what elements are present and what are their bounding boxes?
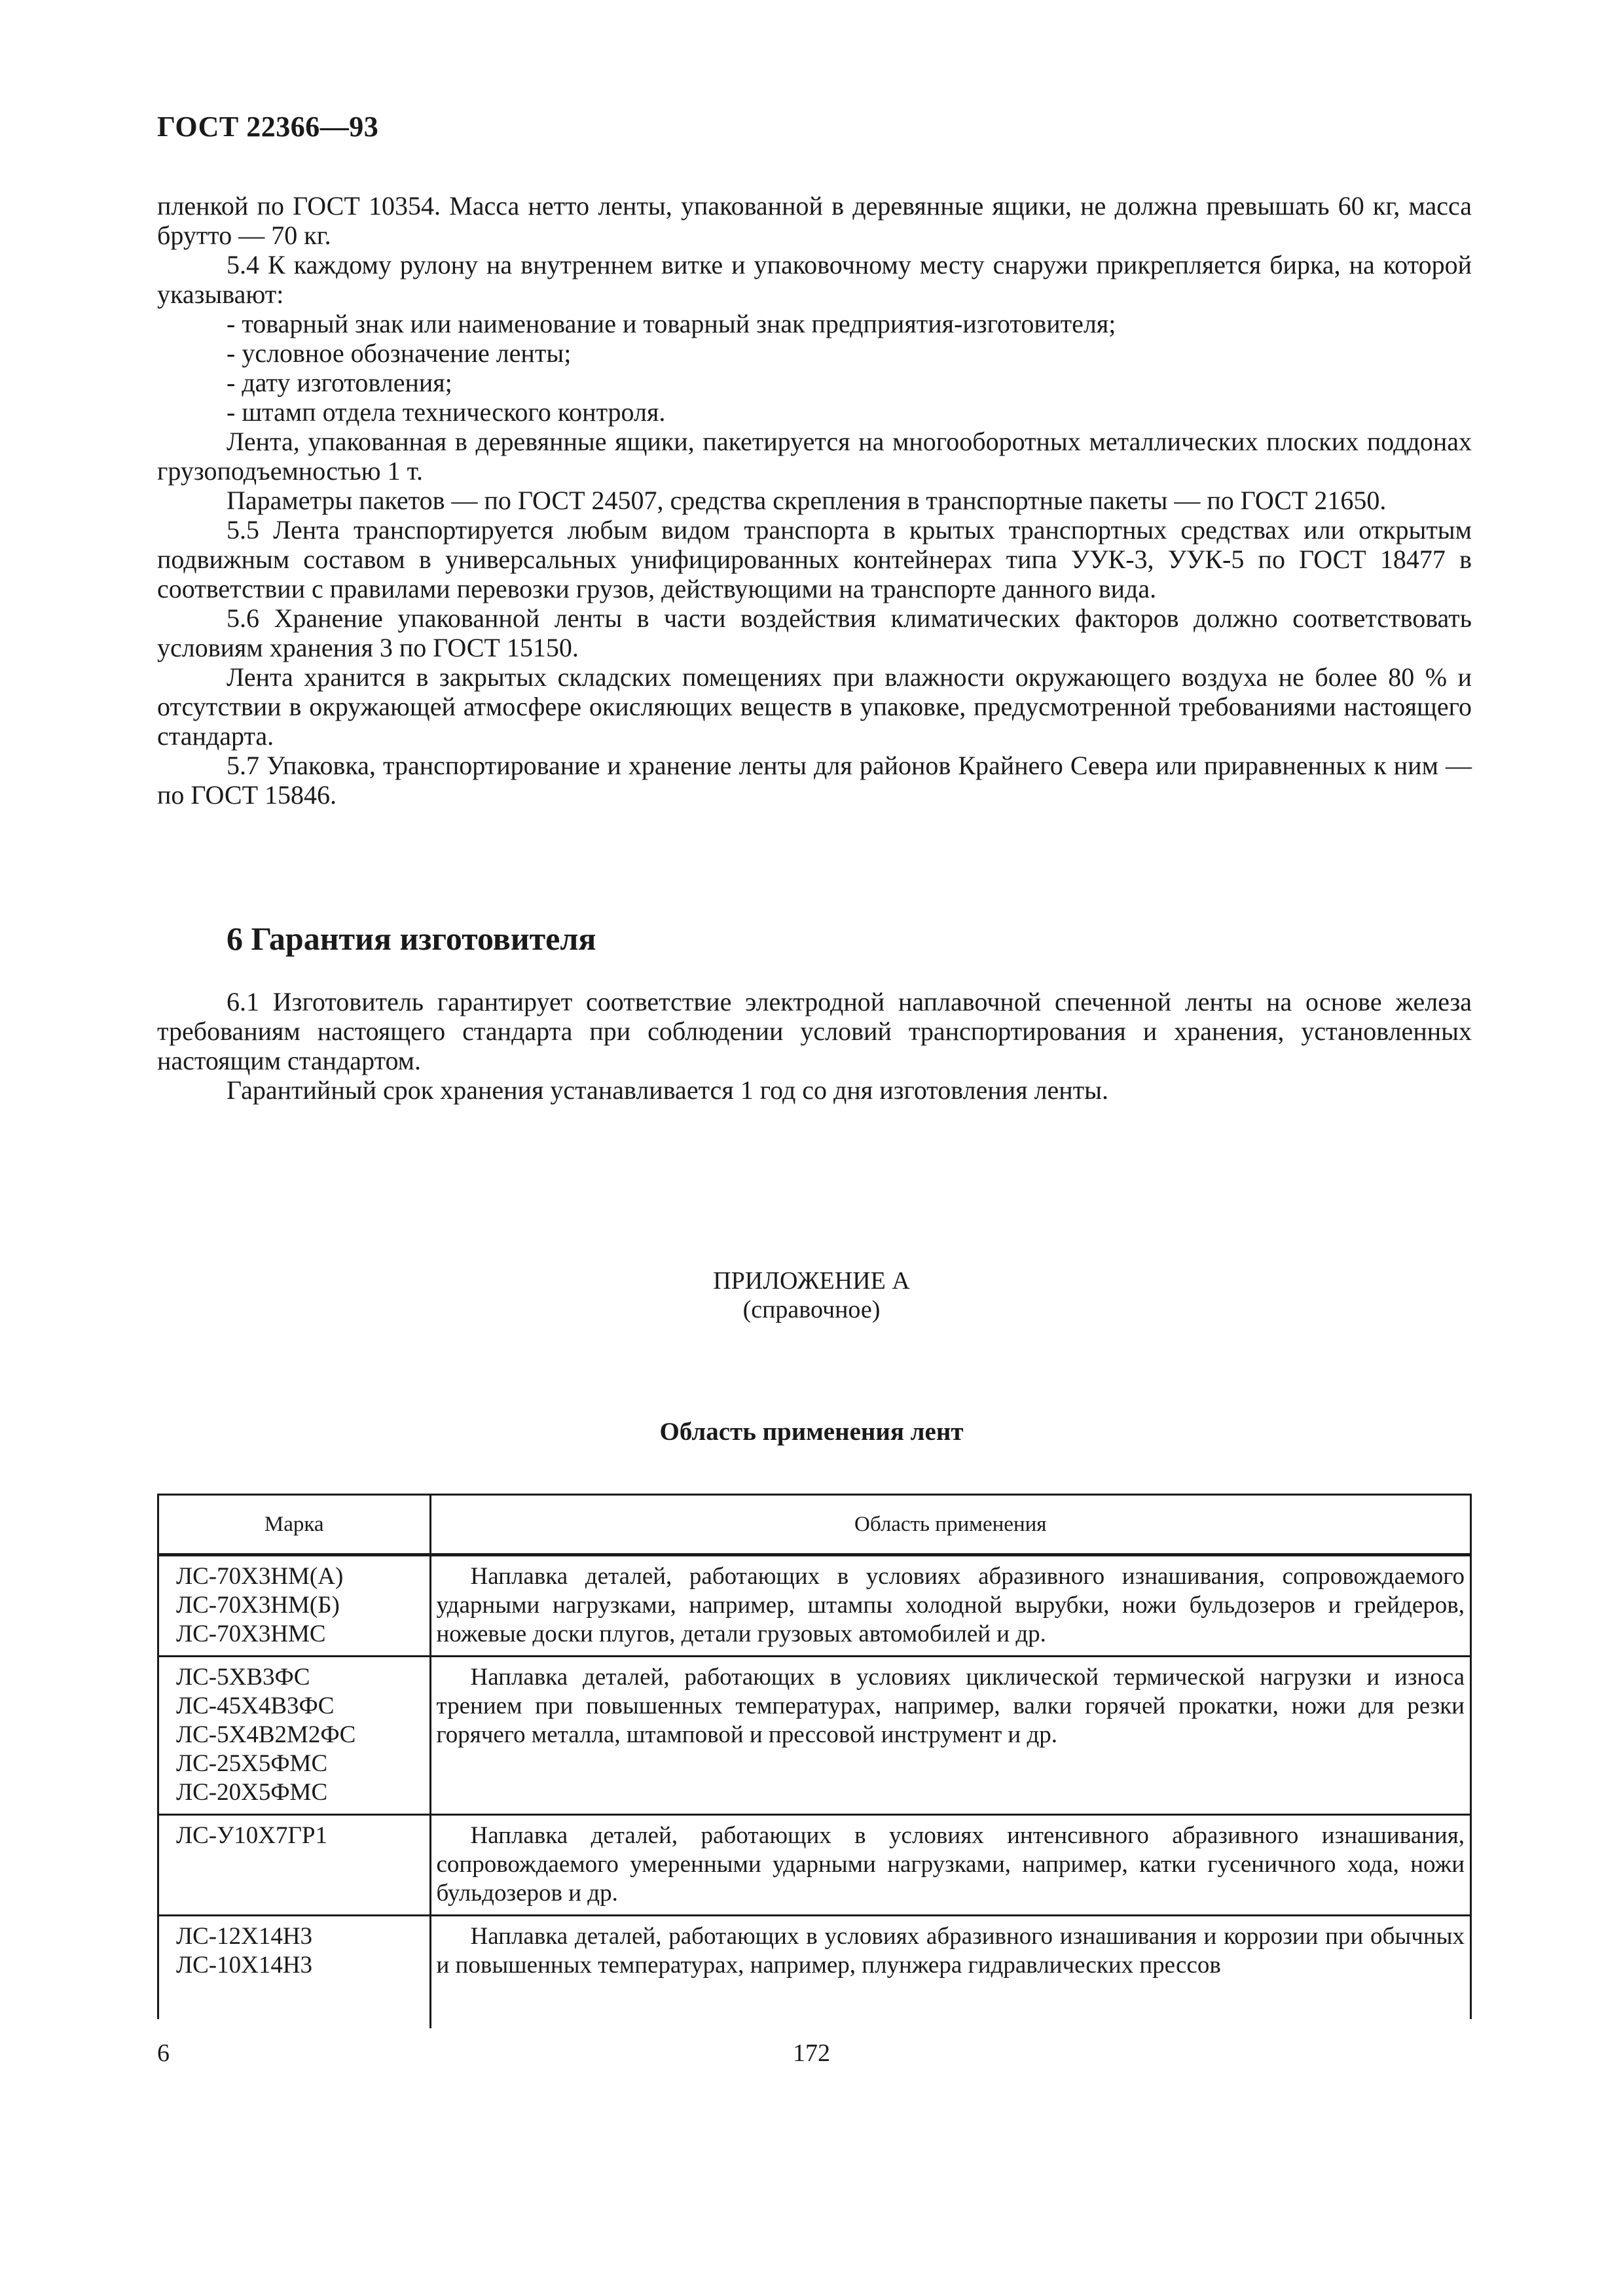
- document-code: ГОСТ 22366—93: [157, 111, 379, 143]
- column-header-mark: Марка: [159, 1496, 430, 1555]
- mark-code: ЛС-70Х3НМС: [176, 1621, 326, 1647]
- paragraph-5-5: 5.5 Лента транспортируется любым видом транспорта в крытых транспортных средствах или открытым подвижным составом в универсальных унифицированных контейнерах типа УУК-3, УУК-5 по ГОСТ 18477 в соответствии с правилами перевозки грузов, действующими на транспорте данного вида.: [157, 515, 1472, 603]
- mark-code: ЛС-У10Х7ГР1: [176, 1822, 327, 1849]
- section-5-continuation: [157, 191, 1472, 810]
- mark-code: ЛС-12Х14Н3: [176, 1923, 313, 1950]
- table-row: [159, 1657, 1470, 1815]
- mark-code: ЛС-70Х3НМ(А): [176, 1563, 344, 1590]
- paragraph-6-1: 6.1 Изготовитель гарантирует соответствие электродной наплавочной спеченной ленты на основе железа требованиям настоящего стандарта при соблюдении условий транспортирования и хранения, установленных настоящим стандартом.: [157, 987, 1472, 1075]
- list-item: - товарный знак или наименование и товарный знак предприятия-изготовителя;: [227, 309, 1116, 338]
- mark-cell: [159, 1555, 430, 1657]
- mark-code: ЛС-45Х4В3ФС: [176, 1693, 335, 1719]
- appendix-subtitle: (справочное): [742, 1296, 881, 1323]
- table-row: [159, 1815, 1470, 1916]
- section-6-title: 6 Гарантия изготовителя: [227, 920, 596, 957]
- paragraph-5-4: 5.4 К каждому рулону на внутреннем витке и упаковочному месту снаружи прикрепляется бирка, на которой указывают:: [157, 250, 1472, 309]
- mark-code: ЛС-70Х3НМ(Б): [176, 1592, 340, 1619]
- mark-code: ЛС-10Х14Н3: [176, 1952, 313, 1979]
- appendix-title: ПРИЛОЖЕНИЕ А: [713, 1267, 910, 1295]
- usage-cell: Наплавка деталей, работающих в условиях абразивного изнашивания и коррозии при обычных и повышенных температурах, например, плунжера гидравлических прессов: [436, 1923, 1465, 1979]
- page-number-local: 6: [157, 2039, 170, 2067]
- section-6-body: [157, 987, 1472, 1105]
- table-row: [159, 1555, 1470, 1657]
- application-table-grid: [159, 1496, 1470, 2028]
- list-item: - условное обозначение ленты;: [227, 338, 572, 368]
- paragraph-warranty-term: Гарантийный срок хранения устанавливается 1 год со дня изготовления ленты.: [227, 1075, 1109, 1105]
- mark-cell: [159, 1657, 430, 1815]
- mark-code: ЛС-25Х5ФМС: [176, 1750, 328, 1777]
- mark-code: ЛС-5ХВ3ФС: [176, 1664, 310, 1691]
- mark-cell: [159, 1916, 430, 2029]
- paragraph-packaging-mass: пленкой по ГОСТ 10354. Масса нетто ленты, упакованной в деревянные ящики, не должна превышать 60 кг, масса брутто — 70 кг.: [157, 191, 1472, 250]
- table-caption: Область применения лент: [659, 1418, 964, 1446]
- paragraph-5-7: 5.7 Упаковка, транспортирование и хранение ленты для районов Крайнего Севера или приравненных к ним — по ГОСТ 15846.: [157, 751, 1472, 810]
- mark-code: ЛС-5Х4В2М2ФС: [176, 1721, 356, 1748]
- paragraph-storage: Лента хранится в закрытых складских помещениях при влажности окружающего воздуха не более 80 % и отсутствии в окружающей атмосфере окисляющих веществ в упаковке, предусмотренной требованиями настоящего стандарта.: [157, 662, 1472, 751]
- page-number-global: 172: [793, 2039, 830, 2067]
- mark-cell: [159, 1815, 430, 1916]
- usage-cell: Наплавка деталей, работающих в условиях интенсивного абразивного изнашивания, сопровождаемого умеренными ударными нагрузками, например, катки гусеничного хода, ножи бульдозеров и др.: [430, 1815, 1470, 1916]
- table-row: [159, 1916, 1470, 2029]
- list-item: - дату изготовления;: [227, 368, 452, 397]
- paragraph-5-6: 5.6 Хранение упакованной ленты в части воздействия климатических факторов должно соответствовать условиям хранения 3 по ГОСТ 15150.: [157, 603, 1472, 662]
- usage-cell: Наплавка деталей, работающих в условиях абразивного изнашивания, сопровождаемого ударными нагрузками, например, штампы холодной вырубки, ножи бульдозеров и грейдеров, ножевые доски плугов, детали грузовых автомобилей и др.: [430, 1555, 1470, 1657]
- paragraph-package-params: Параметры пакетов — по ГОСТ 24507, средства скрепления в транспортные пакеты — по ГОСТ 21650.: [227, 486, 1387, 515]
- paragraph-pallets: Лента, упакованная в деревянные ящики, пакетируется на многооборотных металлических плоских поддонах грузоподъемностью 1 т.: [157, 427, 1472, 486]
- table-header-row: [159, 1496, 1470, 1555]
- mark-code: ЛС-20Х5ФМС: [176, 1779, 328, 1806]
- usage-cell: Наплавка деталей, работающих в условиях циклической термической нагрузки и износа трением при повышенных температурах, например, валки горячей прокатки, ножи для резки горячего металла, штамповой и прессовой инструмент и др.: [430, 1657, 1470, 1815]
- application-table: [157, 1494, 1472, 2019]
- list-item: - штамп отдела технического контроля.: [227, 397, 666, 427]
- column-header-usage: Область применения: [430, 1496, 1470, 1555]
